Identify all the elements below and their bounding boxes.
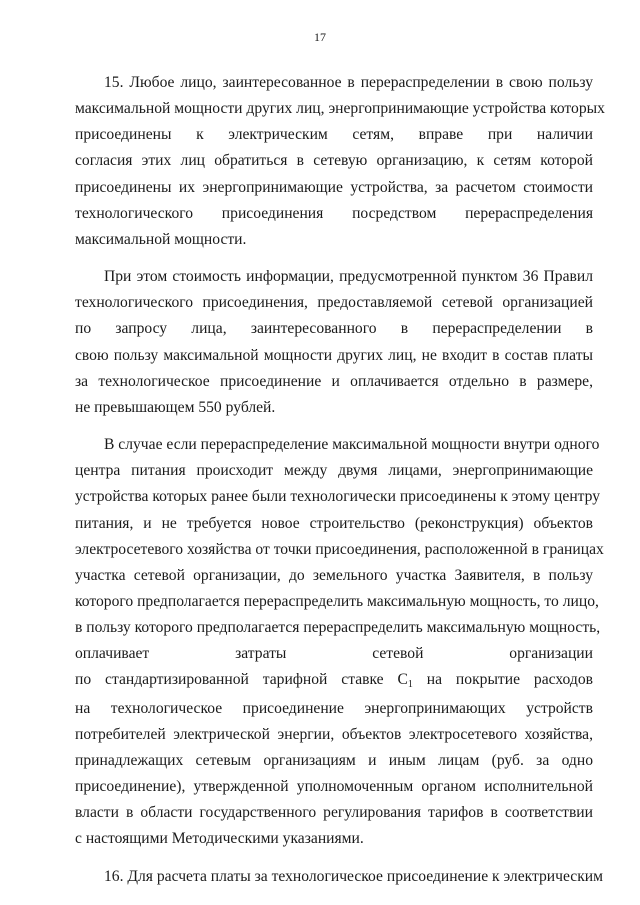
paragraph-info-cost: [75, 264, 593, 421]
text-line: присоединение), утвержденной уполномоченным органом исполнительной: [75, 778, 593, 796]
text-line: в пользу которого предполагается перераспределить максимальную мощность,: [75, 619, 601, 637]
text-line: принадлежащих сетевым организациям и иным лицам (руб. за одно: [75, 751, 593, 769]
text-line: на технологическое присоединение энергопринимающих устройств: [75, 699, 593, 717]
text-line: не превышающем 550 рублей.: [75, 398, 276, 416]
text-line: 15. Любое лицо, заинтересованное в перераспределении в свою пользу: [104, 74, 593, 91]
text-line: власти в области государственного регулирования тарифов в соответствии: [75, 804, 593, 822]
text-line: питания, и не требуется новое строительство (реконструкция) объектов: [75, 514, 593, 532]
text-line: устройства которых ранее были технологически присоединены к этому центру: [75, 488, 601, 506]
text-line: по запросу лица, заинтересованного в перераспределении в: [75, 320, 593, 338]
paragraph-15: [75, 70, 605, 253]
text-line: за технологическое присоединение и оплачивается отдельно в размере,: [75, 372, 593, 390]
text-line: технологического присоединения посредством перераспределения: [75, 204, 593, 222]
tariff-subscript: 1: [407, 679, 413, 691]
text-line: потребителей электрической энергии, объектов электросетевого хозяйства,: [75, 725, 593, 743]
text-line: электросетевого хозяйства от точки присоединения, расположенной в границах: [75, 540, 604, 558]
text-line: присоединены их энергопринимающие устройства, за расчетом стоимости: [75, 178, 593, 196]
text-line: присоединены к электрическим сетям, вправе при наличии: [75, 126, 593, 144]
text-line: согласия этих лиц обратиться в сетевую организацию, к сетям которой: [75, 152, 593, 170]
text-line: которого предполагается перераспределить максимальную мощность, то лицо,: [75, 592, 599, 610]
text-line: свою пользу максимальной мощности других лиц, не входит в состав платы: [75, 346, 593, 364]
text-line-tariff: [75, 667, 593, 695]
text-line: 16. Для расчета платы за технологическое присоединение к электрическим: [104, 867, 603, 885]
text-line: максимальной мощности других лиц, энергопринимающие устройства которых: [75, 100, 605, 118]
text-line: В случае если перераспределение максимальной мощности внутри одного: [104, 436, 600, 454]
text-line: При этом стоимость информации, предусмотренной пунктом 36 Правил: [104, 268, 593, 286]
tariff-text-after: на покрытие расходов: [412, 671, 593, 689]
document-body: [75, 70, 605, 890]
paragraph-16: [75, 864, 603, 890]
text-line: участка сетевой организации, до земельного участка Заявителя, в пользу: [75, 566, 593, 584]
text-line: центра питания происходит между двумя лицами, энергопринимающие: [75, 462, 593, 480]
text-line: оплачивает затраты сетевой организации: [75, 645, 593, 663]
tariff-text: по стандартизированной тарифной ставке C: [75, 671, 408, 689]
text-line: с настоящими Методическими указаниями.: [75, 830, 364, 848]
page-number: 17: [314, 30, 326, 44]
text-line: максимальной мощности.: [75, 230, 247, 248]
paragraph-redistribution: [75, 432, 604, 853]
text-line: технологического присоединения, предоставляемой сетевой организацией: [75, 294, 593, 312]
